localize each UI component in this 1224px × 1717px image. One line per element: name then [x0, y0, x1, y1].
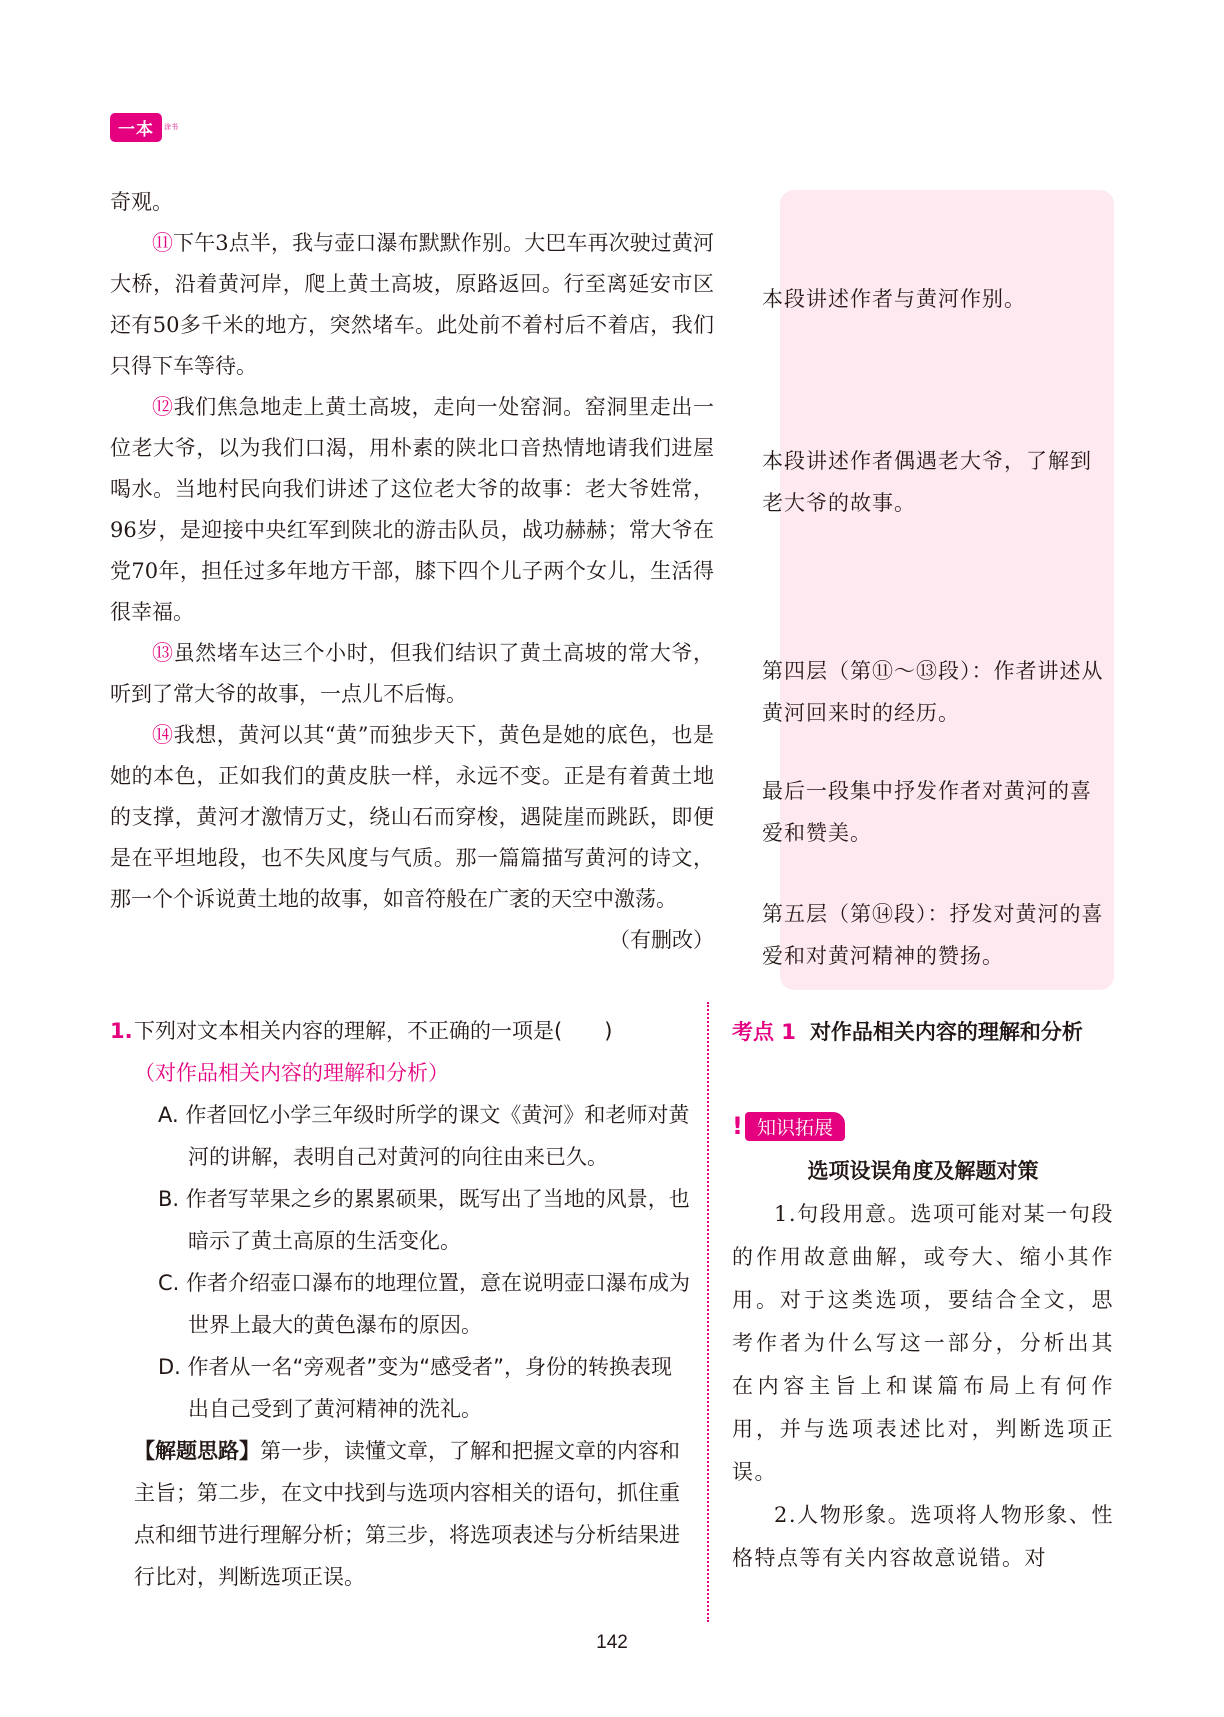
annotation-note: 最后一段集中抒发作者对黄河的喜爱和赞美。	[762, 779, 1092, 845]
solution-idea-text: 第一步，读懂文章，了解和把握文章的内容和主旨；第二步，在文中找到与选项内容相关的语句，抓住重点和细节进行理解分析；第三步，将选项表述与分析结果进行比对，判断选项正误。	[134, 1439, 680, 1589]
article-paragraph-13	[110, 633, 714, 715]
exam-point-title: 对作品相关内容的理解和分析	[809, 1020, 1083, 1044]
option-b: B. 作者写苹果之乡的累累硕果，既写出了当地的风景，也暗示了黄土高原的生活变化。	[158, 1187, 690, 1253]
paragraph-number: ⑬	[152, 641, 174, 665]
book-logo	[110, 114, 178, 140]
logo-main: 一本	[110, 113, 162, 142]
paragraph-text: 我想，黄河以其“黄”而独步天下，黄色是她的底色，也是她的本色，正如我们的黄皮肤一样，永远不变。正是有着黄土地的支撑，黄河才激情万丈，绕山石而穿梭，遇陡崖而跳跃，即便是在平坦地段，也不失风度与气质。那一篇篇描写黄河的诗文，那一个个诉说黄土地的故事，如音符般在广袤的天空中激荡。	[110, 723, 714, 911]
paragraph-text: 虽然堵车达三个小时，但我们结识了黄土高坡的常大爷，听到了常大爷的故事，一点儿不后悔。	[110, 641, 714, 706]
article-first-line: 奇观。	[110, 190, 173, 214]
tips-title: 选项设误角度及解题对策	[807, 1159, 1039, 1183]
annotation-note: 第五层（第⑭段）：抒发对黄河的喜爱和对黄河精神的赞扬。	[762, 902, 1104, 968]
tips-section	[732, 1150, 1114, 1580]
article-source: （有删改）	[609, 928, 714, 952]
option-d: D. 作者从一名“旁观者”变为“感受者”，身份的转换表现出自己受到了黄河精神的洗礼。	[158, 1355, 673, 1421]
article-paragraph-14	[110, 715, 714, 920]
exam-point-label: 考点 1	[732, 1020, 796, 1044]
option-a: A. 作者回忆小学三年级时所学的课文《黄河》和老师对黄河的讲解，表明自己对黄河的向往由来已久。	[158, 1103, 690, 1169]
article-paragraph-12	[110, 387, 714, 633]
paragraph-number: ⑫	[152, 395, 174, 419]
question-number: 1.	[110, 1019, 133, 1043]
option-c: C. 作者介绍壶口瀑布的地理位置，意在说明壶口瀑布成为世界上最大的黄色瀑布的原因。	[158, 1271, 691, 1337]
paragraph-text: 我们焦急地走上黄土高坡，走向一处窑洞。窑洞里走出一位老大爷，以为我们口渴，用朴素的陕北口音热情地请我们进屋喝水。当地村民向我们讲述了这位老大爷的故事：老大爷姓常，96岁，是迎接中央红军到陕北的游击队员，战功赫赫；常大爷在党70年，担任过多年地方干部，膝下四个儿子两个女儿，生活得很幸福。	[110, 395, 714, 624]
badge-label: 知识拓展	[745, 1112, 845, 1141]
question-tag: （对作品相关内容的理解和分析）	[134, 1061, 449, 1085]
annotation-note: 第四层（第⑪～⑬段）：作者讲述从黄河回来时的经历。	[762, 659, 1104, 725]
solution-idea-label: 【解题思路】	[134, 1439, 260, 1463]
exclamation-icon: !	[732, 1112, 743, 1140]
annotation-note: 本段讲述作者与黄河作别。	[762, 287, 1026, 311]
question-stem: 下列对文本相关内容的理解，不正确的一项是( )	[134, 1019, 613, 1043]
annotation-note: 本段讲述作者偶遇老大爷，了解到老大爷的故事。	[762, 449, 1092, 515]
paragraph-text: 下午3点半，我与壶口瀑布默默作别。大巴车再次驶过黄河大桥，沿着黄河岸，爬上黄土高坡，原路返回。行至离延安市区还有50多千米的地方，突然堵车。此处前不着村后不着店，我们只得下车等待。	[110, 231, 715, 378]
article-body	[110, 182, 714, 961]
tips-paragraph: 2.人物形象。选项将人物形象、性格特点等有关内容故意说错。对	[732, 1503, 1114, 1570]
column-divider	[707, 1002, 709, 1622]
solution-idea	[110, 1430, 690, 1598]
exam-point	[732, 1010, 1122, 1054]
question-block	[110, 1010, 690, 1598]
tips-paragraph: 1.句段用意。选项可能对某一句段的作用故意曲解，或夸大、缩小其作用。对于这类选项，要结合全文，思考作者为什么写这一部分，分析出其在内容主旨上和谋篇布局上有何作用，并与选项表述比对，判断选项正误。	[732, 1202, 1114, 1484]
knowledge-badge	[732, 1110, 845, 1142]
paragraph-number: ⑪	[152, 231, 174, 255]
page-number: 142	[596, 1632, 628, 1653]
logo-small: 涂书	[164, 123, 178, 131]
article-paragraph-11	[110, 223, 714, 387]
paragraph-number: ⑭	[152, 723, 174, 747]
